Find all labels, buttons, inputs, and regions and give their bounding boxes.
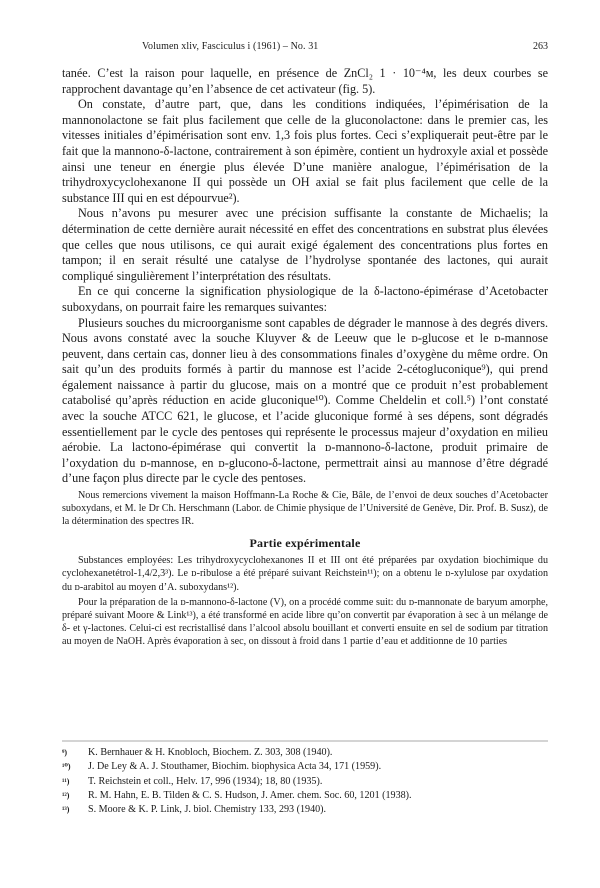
- footnote-rule: [62, 740, 548, 742]
- footnote-mark: ¹²): [62, 790, 70, 800]
- acknowledgement: Nous remercions vivement la maison Hoffmann-La Roche & Cie, Bâle, de l’envoi de deux souches d’Acetobacter suboxydans, et M. le Dr Ch. Herschmann (Labor. de Chimie physique de l’Université de Genève, Dir. Prof. B. Susz), de la détermination des spectres IR.: [62, 490, 548, 528]
- footnote-mark: ¹³): [62, 805, 70, 815]
- page-header: [62, 41, 548, 55]
- paragraph-continuation: tanée. C’est la raison pour laquelle, en présence de ZnCl₂ 1 · 10⁻⁴ᴍ, les deux courbes se rapprochent davantage qu’en l’absence de cet activateur (fig. 5).: [62, 66, 548, 96]
- paragraph-strains: Plusieurs souches du microorganisme sont capables de dégrader le mannose à des degrés divers. Nous avons constaté avec la souche Kluyver & de Leeuw que le ᴅ-glucose et le ᴅ-mannose peuvent, dans certain cas, donner lieu à des consommations finales d’oxygène du même ordre. On sait qu’un des produits formés à partir du mannose est l’acide 2-cétogluconique⁹), qui prend également naissance à partir du glucose, mais on a montré que ce produit n’est probablement catabolisé qu’après réduction en acide gluconique¹⁰). Comme Cheldelin et coll.⁵) l’ont constaté avec la souche ATCC 621, le glucose, et l’acide gluconique formé à ses dépens, sont dégradés essentiellement par le cycle des pentoses qui représente le processus majeur d’oxydation en milieu aérobie. La lactono-épimérase qui convertit la ᴅ-mannono-δ-lactone, produit primaire de l’oxydation du ᴅ-mannose, en ᴅ-glucono-δ-lactone, permettrait ainsi au mannose d’être dégradé d’une façon plus directe par le cycle des pentoses.: [62, 315, 548, 486]
- footnotes: [62, 746, 548, 817]
- page-number: 263: [533, 41, 548, 52]
- footnote-mark: ⁹): [62, 748, 68, 757]
- paragraph-preparation: Pour la préparation de la ᴅ-mannono-δ-lactone (V), on a procédé comme suit: du ᴅ-mannonate de baryum amorphe, préparé suivant Moore & Link¹³), a été transformé en acide libre qu’on convertit par évaporation à sec à un mélange de δ- et γ-lactones. Celui-ci est recristallisé dans l’alcool absolu bouillant et converti ensuite en sel de sodium par titration au moyen de NaOH. Après évaporation à sec, on dissout à froid dans 1 partie d’eau et additionne de 10 parties: [62, 596, 548, 648]
- footnote: [62, 803, 548, 817]
- footnote-mark: ¹¹): [62, 776, 70, 786]
- footnote: [62, 746, 548, 760]
- footnote: [62, 775, 548, 789]
- paragraph-substances: Substances employées: Les trihydroxycyclohexanones II et III ont été préparées par oxydation biochimique du cyclohexanetétrol-1,4/2,3³). Le ᴅ-ribulose a été préparé suivant Reichstein¹¹); on a obtenu le ᴅ-xylulose par oxydation du ᴅ-arabitol au moyen d’A. suboxydans¹²).: [62, 555, 548, 593]
- paragraph-physiological: En ce qui concerne la signification physiologique de la δ-lactono-épimérase d’Acetobacter suboxydans, on pourrait faire les remarques suivantes:: [62, 284, 548, 314]
- footnote: [62, 760, 548, 774]
- section-title: Partie expérimentale: [249, 535, 361, 550]
- body-text: [62, 66, 548, 649]
- footnote-text: J. De Ley & A. J. Stouthamer, Biochim. biophysica Acta 34, 171 (1959).: [88, 761, 382, 773]
- footnote-text: T. Reichstein et coll., Helv. 17, 996 (1934); 18, 80 (1935).: [88, 775, 323, 787]
- paragraph-epimerisation: On constate, d’autre part, que, dans les conditions indiquées, l’épimérisation de la mannonolactone se fait plus facilement que celle de la gluconolactone: dans le premier cas, les vitesses initiales d’épimérisation sont env. 1,3 fois plus fortes. Ceci s’expliquerait peut-être par le fait que la mannono-δ-lactone, contrairement à son épimère, contient un hydroxyle axial et possède ainsi une teneur en énergie plus élevée D’une manière analogue, l’épimérisation de la trihydroxycyclohexanone II qui possède un OH axial se fait plus facilement que celle de la substance III qui en est dépourvue²).: [62, 97, 548, 205]
- footnote-text: K. Bernhauer & H. Knobloch, Biochem. Z. 303, 308 (1940).: [88, 747, 333, 758]
- footnote: [62, 789, 548, 803]
- footnote-text: R. M. Hahn, E. B. Tilden & C. S. Hudson, J. Amer. chem. Soc. 60, 1201 (1938).: [88, 789, 412, 801]
- paragraph-michaelis: Nous n’avons pu mesurer avec une précision suffisante la constante de Michaelis; la détermination de cette dernière aurait nécessité en effet des concentrations en substrat plus élevées que celles que nous utilisons, ce qui aurait exigé également des concentrations plus fortes en tampon; il en serait résulté une catalyse de l’hydrolyse spontanée des lactones, qui aurait compliqué singulièrement l’interprétation des résultats.: [62, 206, 548, 283]
- footnote-mark: ¹⁰): [62, 762, 71, 772]
- footnote-text: S. Moore & K. P. Link, J. biol. Chemistry 133, 293 (1940).: [88, 804, 327, 816]
- running-head: Volumen xliv, Fasciculus i (1961) – No. 31: [142, 41, 319, 52]
